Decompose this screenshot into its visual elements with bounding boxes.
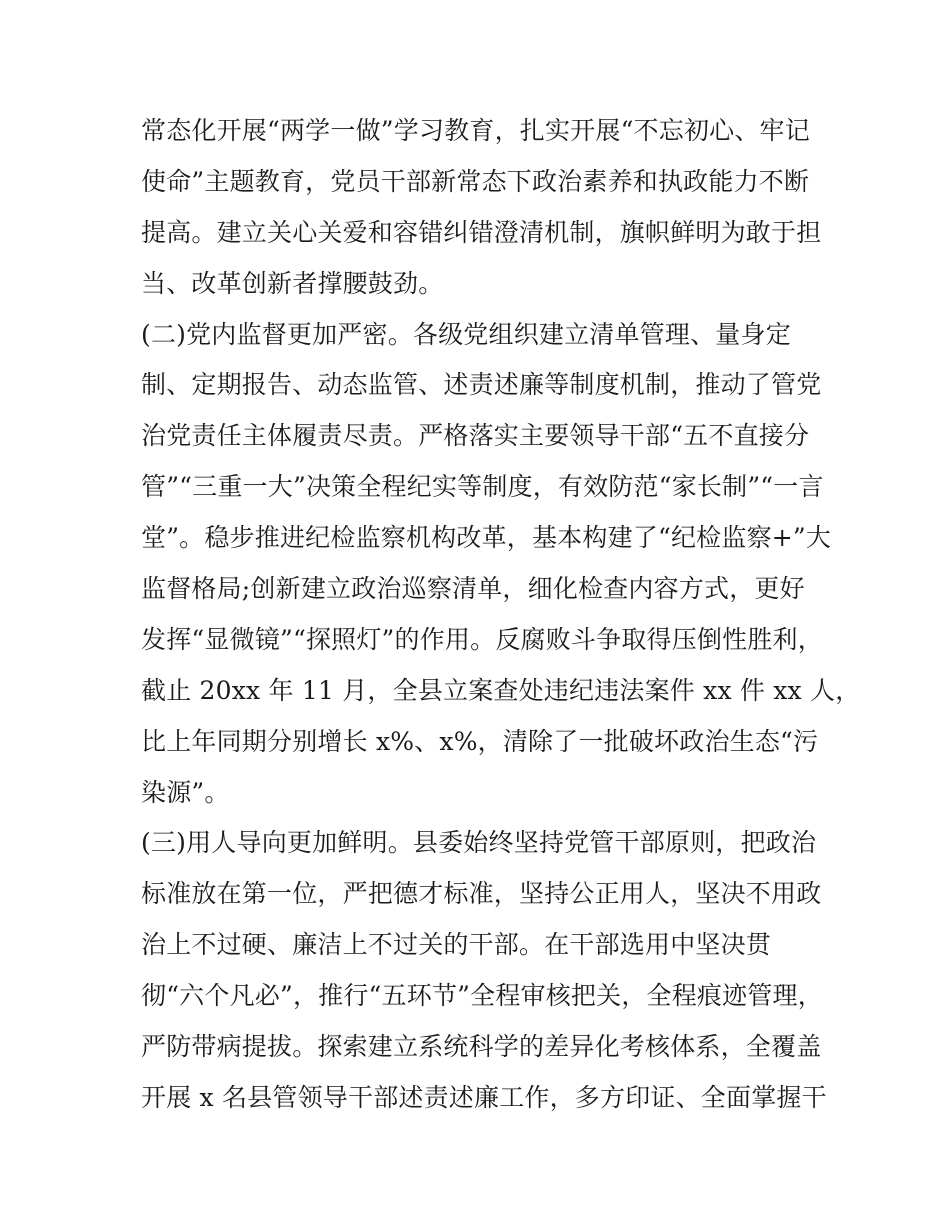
text-line: 堂”。稳步推进纪检监察机构改革，基本构建了“纪检监察+”大 <box>141 523 832 553</box>
text-line: 使命”主题教育，党员干部新常态下政治素养和执政能力不断 <box>141 166 810 196</box>
text-line: 当、改革创新者撑腰鼓劲。 <box>141 268 444 298</box>
text-line: 开展 x 名县管领导干部述责述廉工作，多方印证、全面掌握干 <box>141 1082 827 1112</box>
text-line: 彻“六个凡必”，推行“五环节”全程审核把关，全程痕迹管理， <box>141 981 823 1011</box>
text-line: 监督格局;创新建立政治巡察清单，细化检查内容方式，更好 <box>141 574 805 604</box>
text-line: 比上年同期分别增长 x%、x%，清除了一批破坏政治生态“污 <box>141 726 819 756</box>
text-line: 治党责任主体履责尽责。严格落实主要领导干部“五不直接分 <box>141 421 810 451</box>
text-line: 提高。建立关心关爱和容错纠错澄清机制，旗帜鲜明为敢于担 <box>141 217 822 247</box>
text-line: 制、定期报告、动态监管、述责述廉等制度机制，推动了管党 <box>141 370 822 400</box>
document-body <box>141 106 861 1124</box>
text-line: 严防带病提拔。探索建立系统科学的差异化考核体系，全覆盖 <box>141 1032 822 1062</box>
text-line: 染源”。 <box>141 777 230 807</box>
text-line: 治上不过硬、廉洁上不过关的干部。在干部选用中坚决贯 <box>141 930 772 960</box>
text-line: 标准放在第一位，严把德才标准，坚持公正用人，坚决不用政 <box>141 879 822 909</box>
text-line: (三)用人导向更加鲜明。县委始终坚持党管干部原则，把政治 <box>141 828 817 858</box>
text-line: 常态化开展“两学一做”学习教育，扎实开展“不忘初心、牢记 <box>141 116 810 145</box>
text-line: 截止 20xx 年 11 月，全县立案查处违纪违法案件 xx 件 xx 人， <box>141 675 861 705</box>
text-line: (二)党内监督更加严密。各级党组织建立清单管理、量身定 <box>141 319 791 349</box>
text-line: 管”“三重一大”决策全程纪实等制度，有效防范“家长制”“一言 <box>141 472 824 502</box>
text-line: 发挥“显微镜”“探照灯”的作用。反腐败斗争取得压倒性胜利， <box>141 624 823 654</box>
